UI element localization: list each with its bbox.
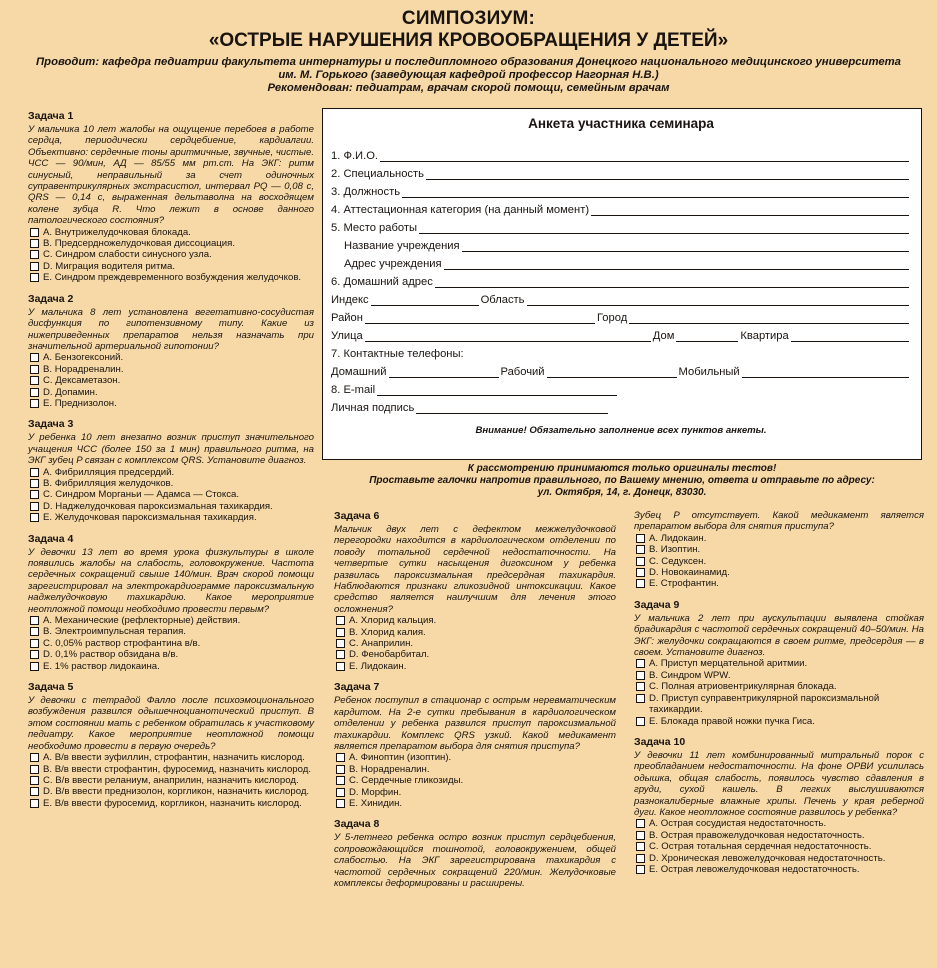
task-title: Задача 2 [28, 292, 74, 305]
answer-checkbox[interactable] [636, 659, 645, 668]
answer-checkbox[interactable] [30, 479, 39, 488]
answer-option-label: E. Лидокаин. [349, 660, 407, 672]
answer-option[interactable] [634, 556, 924, 567]
task-3 [28, 418, 314, 523]
answer-checkbox[interactable] [636, 694, 645, 703]
answer-checkbox[interactable] [636, 579, 645, 588]
fio-field[interactable] [380, 150, 909, 162]
region-label: Область [480, 294, 525, 306]
answer-checkbox[interactable] [30, 273, 39, 282]
answer-option[interactable] [28, 615, 314, 626]
answer-option-label: B. Норадреналин. [43, 363, 124, 375]
phone-home-field[interactable] [389, 366, 499, 378]
answer-option[interactable] [334, 775, 616, 786]
answer-option[interactable] [334, 615, 616, 626]
task-question: У девочки с тетрадой Фалло после психоэмоционального возбуждения развился одышечноцианотический приступ. В этом состоянии мать с ребенком обратилась к участковому педиатру. Какое мероприятие неотложной помощи необходимо провести в первую очередь? [28, 695, 314, 752]
answer-checkbox[interactable] [336, 753, 345, 762]
answer-option-label: C. Анаприлин. [349, 638, 414, 650]
answer-option-label: A. Приступ мерцательной аритмии. [649, 658, 808, 670]
tasks-right-column [634, 510, 924, 884]
task-question-continued: Зубец P отсутствует. Какой медикамент является препаратом выбора для снятия приступа? [634, 510, 924, 533]
answer-option-label: A. Лидокаин. [649, 532, 707, 544]
answer-option[interactable] [28, 649, 314, 660]
form-row-category [331, 201, 911, 219]
category-label: 4. Аттестационная категория (на данный момент) [331, 204, 590, 216]
phone-home-label: Домашний [331, 366, 387, 378]
answer-option-label: B. Электроимпульсная терапия. [43, 626, 186, 638]
phones-label: 7. Контактные телефоны: [331, 348, 464, 360]
conducted-text: кафедра педиатрии факультета интернатуры и последипломного образования Донецкого национального медицинского университета им. М. Горького (заведующая кафедрой профессор Нагорная Н.В.) [99, 56, 901, 81]
answer-option-label: E. Строфантин. [649, 578, 719, 590]
task-4 [28, 533, 314, 672]
index-label: Индекс [331, 294, 369, 306]
answer-checkbox[interactable] [30, 365, 39, 374]
task-question: У девочки 11 лет комбинированный митральный порок с преобладанием недостаточности. На фоне ОРВИ усилилась одышка, общая слабость, появилось чувство сдавления в груди, сухой кашель. В легких выслушиваются разнокалиберные влажные хрипы. Печень у края реберной дуги. Какое неотложное состояние развилось у ребенка? [634, 749, 924, 818]
task-question: У девочки 13 лет во время урока физкультуры в школе появились жалобы на слабость, головокружение. Частота сердечных сокращений свыше 140/мин. Врач скорой помощи зарегистрировал на электрокардиограмме пароксизмальную наджелудочковую тахикардию. Какое мероприятие неотложной помощи необходимо провести первым? [28, 546, 314, 615]
form-row-phones [331, 345, 911, 363]
form-row-specialty [331, 165, 911, 183]
answer-checkbox[interactable] [636, 671, 645, 680]
notice-line3: ул. Октября, 14, г. Донецк, 83030. [537, 487, 707, 498]
index-field[interactable] [371, 294, 479, 306]
form-row-institution-address [331, 255, 911, 273]
answer-option-label: C. Седуксен. [649, 555, 707, 567]
answer-checkbox[interactable] [636, 865, 645, 874]
answer-option[interactable] [334, 787, 616, 798]
answer-checkbox[interactable] [336, 650, 345, 659]
answer-checkbox[interactable] [636, 568, 645, 577]
answer-option-label: A. Бензогексоний. [43, 352, 124, 364]
answer-checkbox[interactable] [30, 753, 39, 762]
apartment-label: Квартира [740, 330, 789, 342]
answer-option-label: D. Допамин. [43, 386, 98, 398]
answer-option[interactable] [334, 764, 616, 775]
answer-checkbox[interactable] [636, 682, 645, 691]
recommended-for [0, 82, 937, 95]
task-title: Задача 3 [28, 418, 74, 431]
answer-checkbox[interactable] [636, 842, 645, 851]
region-field[interactable] [527, 294, 910, 306]
task-question: Мальчик двух лет с дефектом межжелудочковой перегородки находится в кардиологическом отделении по поводу тотальной сердечной недостаточности. На четвертые сутки насыщения дигоксином у ребенка развилась пароксизмальная предсердная тахикардия. Наблюдаются признаки гликозидной интоксикации. Какое средство является наилучшим для лечения этого осложнения? [334, 524, 616, 615]
answer-option[interactable] [28, 387, 314, 398]
task-title: Задача 10 [634, 735, 686, 748]
answer-checkbox[interactable] [336, 616, 345, 625]
answer-option[interactable] [634, 670, 924, 681]
answer-checkbox[interactable] [30, 228, 39, 237]
answer-option-label: D. Новокаинамид. [649, 567, 730, 579]
answer-checkbox[interactable] [336, 639, 345, 648]
task-8 [334, 818, 616, 889]
answer-option-label: A. Механические (рефлекторные) действия. [43, 615, 241, 627]
answer-option[interactable] [334, 661, 616, 672]
task-title: Задача 6 [334, 510, 380, 522]
answer-checkbox[interactable] [30, 776, 39, 785]
city-label: Город [596, 312, 628, 324]
conducted-by [0, 56, 937, 82]
answer-option[interactable] [28, 261, 314, 272]
answer-checkbox[interactable] [636, 545, 645, 554]
form-row-district-city [331, 309, 911, 327]
answer-option[interactable] [334, 798, 616, 809]
street-field[interactable] [365, 330, 651, 342]
specialty-label: 2. Специальность [331, 168, 424, 180]
task-title: Задача 9 [634, 598, 680, 611]
answer-option[interactable] [28, 249, 314, 260]
answer-option[interactable] [634, 818, 924, 829]
task-question: У мальчика 2 лет при аускультации выявлена стойкая брадикардия с частотой сердечных сокращений 40–50/мин. На ЭКГ: желудочки сокращаются в своем ритме, предсердия — в своем. Установите диагноз. [634, 612, 924, 659]
answer-option[interactable] [634, 864, 924, 875]
city-field[interactable] [629, 312, 909, 324]
answer-option-label: D. В/в ввести преднизолон, коргликон, назначить кислород. [43, 786, 310, 798]
answer-option[interactable] [634, 658, 924, 669]
answer-option-label: A. Внутрижелудочковая блокада. [43, 226, 191, 238]
answer-option[interactable] [634, 544, 924, 555]
answer-checkbox[interactable] [636, 534, 645, 543]
form-row-phone-numbers [331, 363, 911, 381]
answer-option-label: D. Фенобарбитал. [349, 649, 430, 661]
answer-checkbox[interactable] [30, 513, 39, 522]
answer-checkbox[interactable] [636, 717, 645, 726]
answer-checkbox[interactable] [636, 557, 645, 566]
answer-checkbox[interactable] [30, 262, 39, 271]
house-field[interactable] [676, 330, 738, 342]
form-row-home-address [331, 273, 911, 291]
answer-option-label: B. Фибрилляция желудочков. [43, 477, 174, 489]
email-label: 8. E-mail [331, 384, 376, 396]
answer-option[interactable] [634, 533, 924, 544]
answer-option-label: D. Хроническая левожелудочковая недостаточность. [649, 852, 886, 864]
task-5 [28, 681, 314, 809]
answer-checkbox[interactable] [30, 650, 39, 659]
conducted-label: Проводит: [36, 56, 100, 68]
answer-option[interactable] [28, 238, 314, 249]
answer-option[interactable] [634, 830, 924, 841]
answer-option[interactable] [634, 567, 924, 578]
workplace-field[interactable] [419, 222, 909, 234]
answer-option-label: A. В/в ввести эуфиллин, строфантин, назначить кислород. [43, 752, 305, 764]
answer-option-label: E. 1% раствор лидокаина. [43, 660, 160, 672]
answer-option-label: D. Морфин. [349, 786, 402, 798]
form-row-street [331, 327, 911, 345]
home-address-field[interactable] [435, 276, 909, 288]
answer-option[interactable] [28, 352, 314, 363]
answer-option[interactable] [334, 649, 616, 660]
answer-checkbox[interactable] [336, 765, 345, 774]
signature-label: Личная подпись [331, 402, 415, 414]
answer-checkbox[interactable] [30, 616, 39, 625]
submission-notice [322, 463, 922, 499]
header [0, 8, 937, 95]
answer-option[interactable] [634, 693, 924, 716]
district-label: Район [331, 312, 363, 324]
answer-option-label: D. Наджелудочковая пароксизмальная тахикардия. [43, 500, 273, 512]
answer-option[interactable] [28, 467, 314, 478]
task-title: Задача 5 [28, 681, 74, 694]
task-question: У ребенка 10 лет внезапно возник приступ значительного учащения ЧСС (более 150 за 1 мин) правильного ритма, на ЭКГ зубец P связан с комплексом QRS. Установите диагноз. [28, 432, 314, 467]
task-title: Задача 8 [334, 818, 380, 831]
answer-option-label: B. Изоптин. [649, 544, 701, 556]
title-line2: «ОСТРЫЕ НАРУШЕНИЯ КРОВООБРАЩЕНИЯ У ДЕТЕЙ» [208, 30, 729, 51]
phone-mobile-field[interactable] [742, 366, 909, 378]
answer-checkbox[interactable] [336, 662, 345, 671]
task-title: Задача 1 [28, 110, 74, 122]
position-label: 3. Должность [331, 186, 401, 198]
recommended-text: педиатрам, врачам скорой помощи, семейным врачам [352, 82, 670, 94]
notice-line2: Проставьте галочки напротив правильного, по Вашему мнению, ответа и отправьте по адресу: [369, 475, 875, 486]
answer-option[interactable] [634, 681, 924, 692]
answer-checkbox[interactable] [636, 819, 645, 828]
answer-option-label: A. Финоптин (изоптин). [349, 752, 452, 764]
answer-option[interactable] [28, 764, 314, 775]
answer-option[interactable] [334, 638, 616, 649]
answer-option[interactable] [334, 627, 616, 638]
answer-option[interactable] [28, 364, 314, 375]
answer-checkbox[interactable] [30, 399, 39, 408]
notice-line1: К рассмотрению принимаются только оригиналы тестов! [467, 463, 777, 474]
answer-option-label: A. Острая сосудистая недостаточность. [649, 818, 827, 830]
answer-checkbox[interactable] [30, 627, 39, 636]
answer-option-label: E. Преднизолон. [43, 397, 117, 409]
answer-checkbox[interactable] [30, 388, 39, 397]
answer-option[interactable] [28, 478, 314, 489]
answer-checkbox[interactable] [30, 376, 39, 385]
answer-option-label: D. Приступ суправентрикулярной пароксизмальной тахикардии. [649, 692, 880, 716]
district-field[interactable] [365, 312, 595, 324]
answer-option-label: E. В/в ввести фуросемид, коргликон, назначить кислород. [43, 797, 302, 809]
answer-checkbox[interactable] [336, 788, 345, 797]
answer-option-label: C. Острая тотальная сердечная недостаточность. [649, 841, 872, 853]
task-8 [634, 510, 924, 590]
task-question: Ребенок поступил в стационар с острым неревматическим кардитом. На 2-е сутки пребывания в кардиологическом отделении у ребенка развился приступ пароксизмальной тахикардии. Комплекс QRS узкий. Какой медикамент является препаратом выбора для снятия приступа? [334, 695, 616, 752]
task-6 [334, 510, 616, 672]
answer-option-label: B. В/в ввести строфантин, фуросемид, назначить кислород. [43, 763, 312, 775]
answer-checkbox[interactable] [30, 353, 39, 362]
answer-option-label: A. Хлорид кальция. [349, 615, 437, 627]
phone-work-label: Рабочий [500, 366, 545, 378]
answer-checkbox[interactable] [30, 250, 39, 259]
answer-checkbox[interactable] [636, 831, 645, 840]
answer-option[interactable] [634, 578, 924, 589]
task-9 [634, 599, 924, 727]
answer-checkbox[interactable] [30, 239, 39, 248]
form-row-institution-name [331, 237, 911, 255]
answer-option[interactable] [28, 512, 314, 523]
answer-checkbox[interactable] [30, 490, 39, 499]
answer-checkbox[interactable] [30, 502, 39, 511]
form-row-email [331, 381, 911, 399]
street-label: Улица [331, 330, 363, 342]
form-row-signature [331, 399, 911, 417]
answer-option[interactable] [28, 501, 314, 512]
answer-option[interactable] [634, 841, 924, 852]
answer-option-label: D. Миграция водителя ритма. [43, 260, 176, 272]
task-title: Задача 4 [28, 532, 74, 545]
answer-option-label: C. Дексаметазон. [43, 375, 121, 387]
answer-option[interactable] [28, 661, 314, 672]
phone-work-field[interactable] [547, 366, 677, 378]
answer-option-label: B. Синдром WPW. [649, 669, 731, 681]
answer-option-label: B. Предсердножелудочковая диссоциация. [43, 238, 236, 250]
answer-option-label: C. 0,05% раствор строфантина в/в. [43, 637, 201, 649]
house-label: Дом [652, 330, 675, 342]
fio-label: 1. Ф.И.О. [331, 150, 379, 162]
answer-checkbox[interactable] [30, 799, 39, 808]
recommended-label: Рекомендован: [267, 82, 353, 94]
answer-option-label: E. Желудочковая пароксизмальная тахикардия. [43, 512, 257, 524]
answer-checkbox[interactable] [30, 639, 39, 648]
answer-option[interactable] [28, 798, 314, 809]
participant-form [322, 108, 922, 460]
answer-checkbox[interactable] [336, 776, 345, 785]
task-1 [28, 110, 314, 284]
form-row-fio [331, 147, 911, 165]
task-title: Задача 7 [334, 681, 380, 694]
answer-option-label: C. Синдром Морганьи — Адамса — Стокса. [43, 489, 239, 501]
institution-address-label: Адрес учреждения [344, 258, 442, 270]
answer-option-label: E. Хинидин. [349, 797, 403, 809]
answer-option[interactable] [28, 272, 314, 283]
answer-option[interactable] [28, 786, 314, 797]
form-note: Внимание! Обязательно заполнение всех пунктов анкеты. [475, 425, 767, 436]
answer-option-label: C. Сердечные гликозиды. [349, 775, 464, 787]
form-row-position [331, 183, 911, 201]
answer-option-label: B. Хлорид калия. [349, 626, 426, 638]
task-question: У мальчика 8 лет установлена вегетативно-сосудистая дисфункция по гипотензивному типу. Какие из нижеприведенных препаратов нельзя назначать при значительной артериальной гипотонии? [28, 306, 314, 352]
answer-checkbox[interactable] [336, 799, 345, 808]
form-title: Анкета участника семинара [528, 116, 714, 131]
answer-option[interactable] [28, 638, 314, 649]
answer-option[interactable] [28, 752, 314, 763]
home-address-label: 6. Домашний адрес [331, 276, 433, 288]
answer-option-label: C. В/в ввести реланиум, анаприлин, назначить кислород. [43, 774, 299, 786]
workplace-label: 5. Место работы [331, 222, 418, 234]
answer-option-label: E. Синдром преждевременного возбуждения желудочков. [43, 272, 302, 284]
answer-option[interactable] [28, 626, 314, 637]
answer-checkbox[interactable] [30, 787, 39, 796]
tasks-left-column [28, 110, 314, 818]
phone-mobile-label: Мобильный [678, 366, 740, 378]
answer-checkbox[interactable] [30, 765, 39, 774]
answer-option[interactable] [634, 853, 924, 864]
answer-checkbox[interactable] [30, 468, 39, 477]
answer-option-label: B. Острая правожелудочковая недостаточность. [649, 829, 865, 841]
institution-address-field[interactable] [444, 258, 909, 270]
task-10 [634, 736, 924, 875]
task-2 [28, 293, 314, 410]
tasks-middle-column [334, 510, 616, 898]
task-7 [334, 681, 616, 809]
title-line1: СИМПОЗИУМ: [401, 8, 536, 29]
answer-option-label: E. Острая левожелудочковая недостаточность. [649, 863, 860, 875]
apartment-field[interactable] [791, 330, 909, 342]
email-field[interactable] [377, 384, 617, 396]
answer-option[interactable] [28, 489, 314, 500]
position-field[interactable] [402, 186, 909, 198]
answer-option-label: C. Синдром слабости синусного узла. [43, 249, 212, 261]
institution-name-label: Название учреждения [344, 240, 460, 252]
specialty-field[interactable] [426, 168, 909, 180]
form-row-workplace [331, 219, 911, 237]
answer-option[interactable] [28, 375, 314, 386]
answer-checkbox[interactable] [336, 628, 345, 637]
answer-option[interactable] [28, 398, 314, 409]
institution-name-field[interactable] [462, 240, 909, 252]
answer-option-label: E. Блокада правой ножки пучка Гиса. [649, 715, 815, 727]
category-field[interactable] [591, 204, 909, 216]
answer-option-label: A. Фибрилляция предсердий. [43, 466, 175, 478]
answer-option[interactable] [28, 227, 314, 238]
task-question: У мальчика 10 лет жалобы на ощущение перебоев в работе сердца, периодически сердцебиение, кардиалгии. Объективно: сердечные тоны аритмичные, звучные, чистые. ЧСС — 90/мин, АД — 85/55 мм рт.ст. На ЭКГ: ритм синусный, неправильный за счет одиночных суправентрикулярных экстрасистол, интервал PQ — 0,08 с, QRS — 0,14 с, выраженная дельтаволна на восходящем колене зубца R. Что лежит в основе данного патологического состояния? [28, 124, 314, 227]
answer-option[interactable] [634, 716, 924, 727]
form-row-index-region [331, 291, 911, 309]
answer-option-label: D. 0,1% раствор обзидана в/в. [43, 649, 179, 661]
task-question: У 5-летнего ребенка остро возник приступ сердцебиения, сопровождающийся тошнотой, головокружением, общей слабостью. На ЭКГ зарегистрирована тахикардия с частотой сердечных сокращений 220/мин. Желудочковые комплексы деформированы и расширены. [334, 832, 616, 889]
answer-option[interactable] [28, 775, 314, 786]
answer-checkbox[interactable] [30, 662, 39, 671]
answer-checkbox[interactable] [636, 854, 645, 863]
answer-option-label: C. Полная атриовентрикулярная блокада. [649, 681, 837, 693]
answer-option-label: B. Норадреналин. [349, 763, 430, 775]
signature-field[interactable] [416, 402, 608, 414]
answer-option[interactable] [334, 752, 616, 763]
